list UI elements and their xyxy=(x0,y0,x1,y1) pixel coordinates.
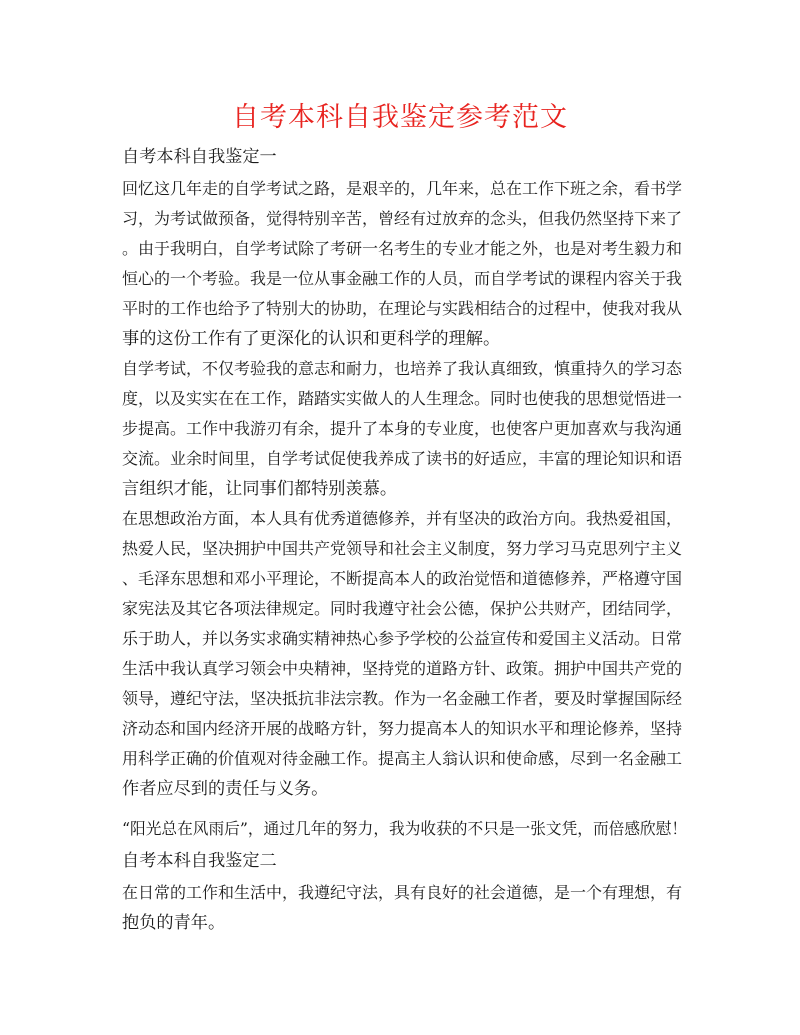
body-line: 恒心的一个考验。我是一位从事金融工作的人员，而自学考试的课程内容关于我 xyxy=(122,269,683,288)
body-line: 作者应尽到的责任与义务。 xyxy=(122,779,329,799)
body-line: 热爱人民，坚决拥护中国共产党领导和社会主义制度，努力学习马克思列宁主义 xyxy=(122,539,683,558)
body-line: 交流。业余时间里，自学考试促使我养成了读书的好适应，丰富的理论知识和语 xyxy=(122,449,683,468)
body-line: 步提高。工作中我游刃有余，提升了本身的专业度，也使客户更加喜欢与我沟通 xyxy=(122,419,683,438)
body-line: 事的这份工作有了更深化的认识和更科学的理解。 xyxy=(122,329,501,349)
body-line: 用科学正确的价值观对待金融工作。提高主人翁认识和使命感，尽到一名金融工 xyxy=(122,749,683,768)
body-line: 回忆这几年走的自学考试之路，是艰辛的，几年来，总在工作下班之余，看书学 xyxy=(122,179,683,198)
body-line: 言组织才能，让同事们都特别羡慕。 xyxy=(122,479,398,499)
section-heading: 自考本科自我鉴定二 xyxy=(122,851,277,871)
body-line: 家宪法及其它各项法律规定。同时我遵守社会公德，保护公共财产，团结同学， xyxy=(122,599,683,618)
body-line: 领导，遵纪守法，坚决抵抗非法宗教。作为一名金融工作者，要及时掌握国际经 xyxy=(122,689,683,708)
body-line: 。由于我明白，自学考试除了考研一名考生的专业才能之外，也是对考生毅力和 xyxy=(122,239,683,258)
quote-line: “阳光总在风雨后”，通过几年的努力，我为收获的不只是一张文凭，而倍感欣慰！ xyxy=(122,819,688,838)
body-line: 自学考试，不仅考验我的意志和耐力，也培养了我认真细致，慎重持久的学习态 xyxy=(122,359,683,378)
body-line: 抱负的青年。 xyxy=(122,913,226,933)
body-line: 济动态和国内经济开展的战略方针，努力提高本人的知识水平和理论修养，坚持 xyxy=(122,719,683,738)
body-line: 平时的工作也给予了特别大的协助，在理论与实践相结合的过程中，使我对我从 xyxy=(122,299,683,318)
section-heading: 自考本科自我鉴定一 xyxy=(122,147,277,167)
body-line: 习，为考试做预备，觉得特别辛苦，曾经有过放弃的念头，但我仍然坚持下来了 xyxy=(122,209,683,228)
body-line: 在思想政治方面，本人具有优秀道德修养，并有坚决的政治方向。我热爱祖国， xyxy=(122,509,683,528)
body-line: 生活中我认真学习领会中央精神，坚持党的道路方针、政策。拥护中国共产党的 xyxy=(122,659,683,678)
body-line: 在日常的工作和生活中，我遵纪守法，具有良好的社会道德，是一个有理想，有 xyxy=(122,883,683,902)
body-line: 度，以及实实在在工作，踏踏实实做人的人生理念。同时也使我的思想觉悟进一 xyxy=(122,389,683,408)
body-line: 乐于助人，并以务实求确实精神热心参予学校的公益宣传和爱国主义活动。日常 xyxy=(122,629,683,648)
body-line: 、毛泽东思想和邓小平理论，不断提高本人的政治觉悟和道德修养，严格遵守国 xyxy=(122,569,683,588)
document-title: 自考本科自我鉴定参考范文 xyxy=(232,102,568,133)
